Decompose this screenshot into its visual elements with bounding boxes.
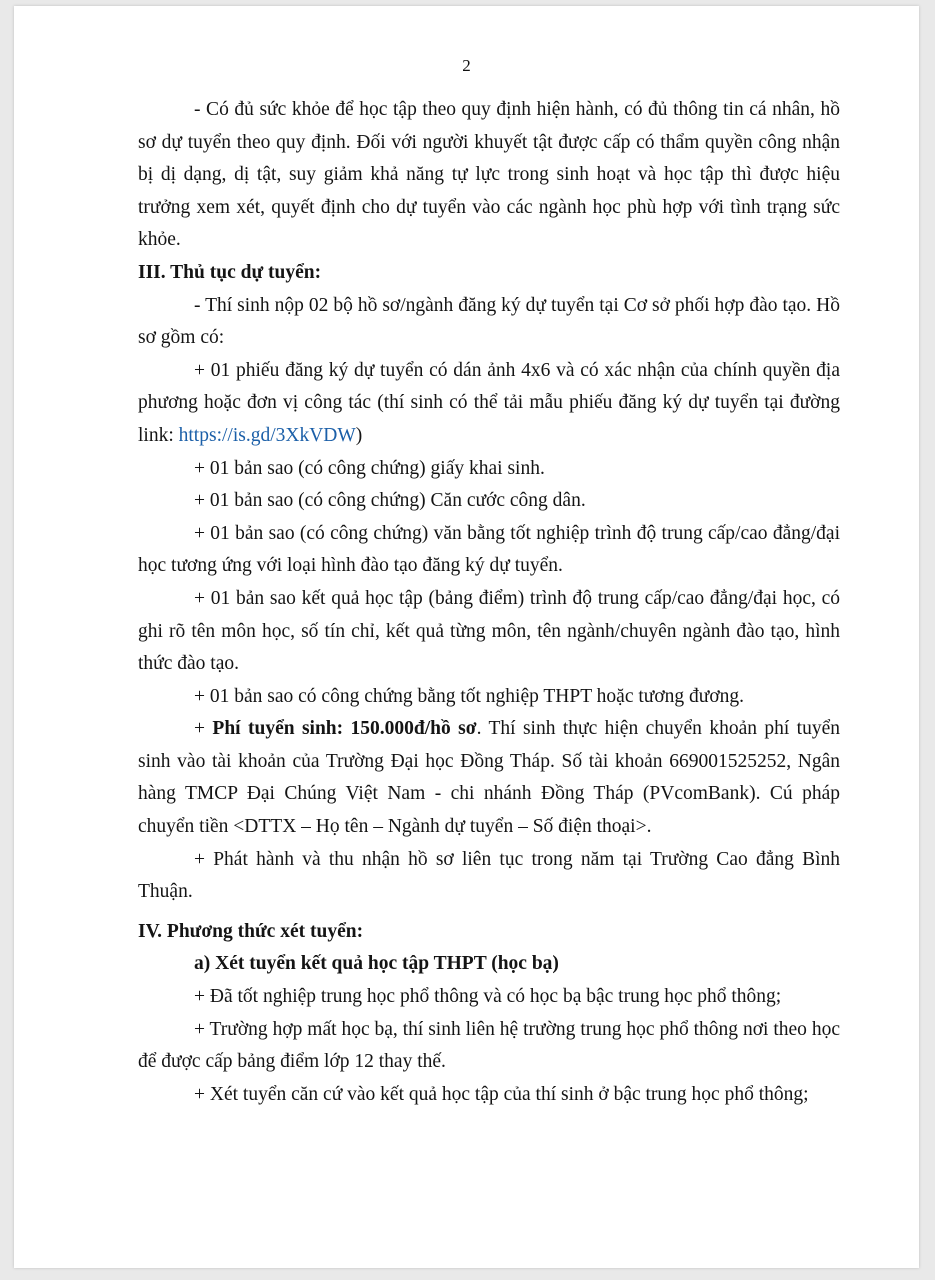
- item-based-on-results: + Xét tuyển căn cứ vào kết quả học tập của thí sinh ở bậc trung học phổ thông;: [194, 1083, 809, 1105]
- section-4-title: IV. Phương thức xét tuyển:: [138, 920, 364, 942]
- section-3-title: III. Thủ tục dự tuyển:: [138, 261, 322, 283]
- section-3-intro: - Thí sinh nộp 02 bộ hồ sơ/ngành đăng ký dự tuyển tại Cơ sở phối hợp đào tạo. Hồ sơ gồm có:: [138, 294, 840, 349]
- page-number: 2: [462, 56, 471, 75]
- item-transcript: + 01 bản sao kết quả học tập (bảng điểm) trình độ trung cấp/cao đẳng/đại học, có ghi rõ tên môn học, số tín chỉ, kết quả từng môn, tên ngành/chuyên ngành đào tạo, hình thức đào tạo.: [138, 587, 840, 675]
- registration-form-close: ): [355, 424, 363, 446]
- fee-label: Phí tuyển sinh: 150.000đ/hồ sơ: [212, 718, 477, 740]
- item-highschool-diploma: + 01 bản sao có công chứng bằng tốt nghiệp THPT hoặc tương đương.: [194, 685, 745, 707]
- item-issue-collect: + Phát hành và thu nhận hồ sơ liên tục trong năm tại Trường Cao đẳng Bình Thuận.: [138, 848, 840, 903]
- fee-prefix: +: [194, 718, 213, 740]
- item-birth-certificate: + 01 bản sao (có công chứng) giấy khai sinh.: [194, 457, 545, 479]
- item-diploma: + 01 bản sao (có công chứng) văn bằng tốt nghiệp trình độ trung cấp/cao đẳng/đại học tương ứng với loại hình đào tạo đăng ký dự tuyển.: [138, 522, 840, 577]
- health-paragraph: - Có đủ sức khỏe để học tập theo quy định hiện hành, có đủ thông tin cá nhân, hồ sơ dự tuyển theo quy định. Đối với người khuyết tật được cấp có thẩm quyền công nhận bị dị dạng, dị tật, suy giảm khả năng tự lực trong sinh hoạt và học tập thì được hiệu trưởng xem xét, quyết định cho dự tuyển vào các ngành học phù hợp với tình trạng sức khỏe.: [138, 99, 840, 251]
- item-lost-transcript: + Trường hợp mất học bạ, thí sinh liên hệ trường trung học phổ thông nơi theo học để được cấp bảng điểm lớp 12 thay thế.: [138, 1018, 840, 1073]
- page-content: [138, 94, 840, 1111]
- item-citizen-id: + 01 bản sao (có công chứng) Căn cước công dân.: [194, 490, 586, 512]
- registration-form-link[interactable]: https://is.gd/3XkVDW: [178, 424, 356, 446]
- item-admission-fee: [138, 713, 840, 843]
- fee-text: . Thí sinh thực hiện chuyển khoản phí tuyển sinh vào tài khoản của Trường Đại học Đồng Tháp. Số tài khoản 669001525252, Ngân hàng TMCP Đại Chúng Việt Nam - chi nhánh Đồng Tháp (PVcomBank). Cú pháp chuyển tiền <DTTX – Họ tên – Ngành dự tuyển – Số điện thoại>.: [138, 718, 841, 838]
- registration-form-text: + 01 phiếu đăng ký dự tuyển có dán ảnh 4x6 và có xác nhận của chính quyền địa phương hoặc đơn vị công tác (thí sinh có thể tải mẫu phiếu đăng ký dự tuyển tại đường link:: [138, 359, 840, 446]
- document-page: [14, 6, 919, 1268]
- item-registration-form: [138, 355, 840, 453]
- section-4a-title: a) Xét tuyển kết quả học tập THPT (học bạ): [194, 953, 559, 975]
- item-graduated: + Đã tốt nghiệp trung học phổ thông và có học bạ bậc trung học phổ thông;: [194, 986, 782, 1008]
